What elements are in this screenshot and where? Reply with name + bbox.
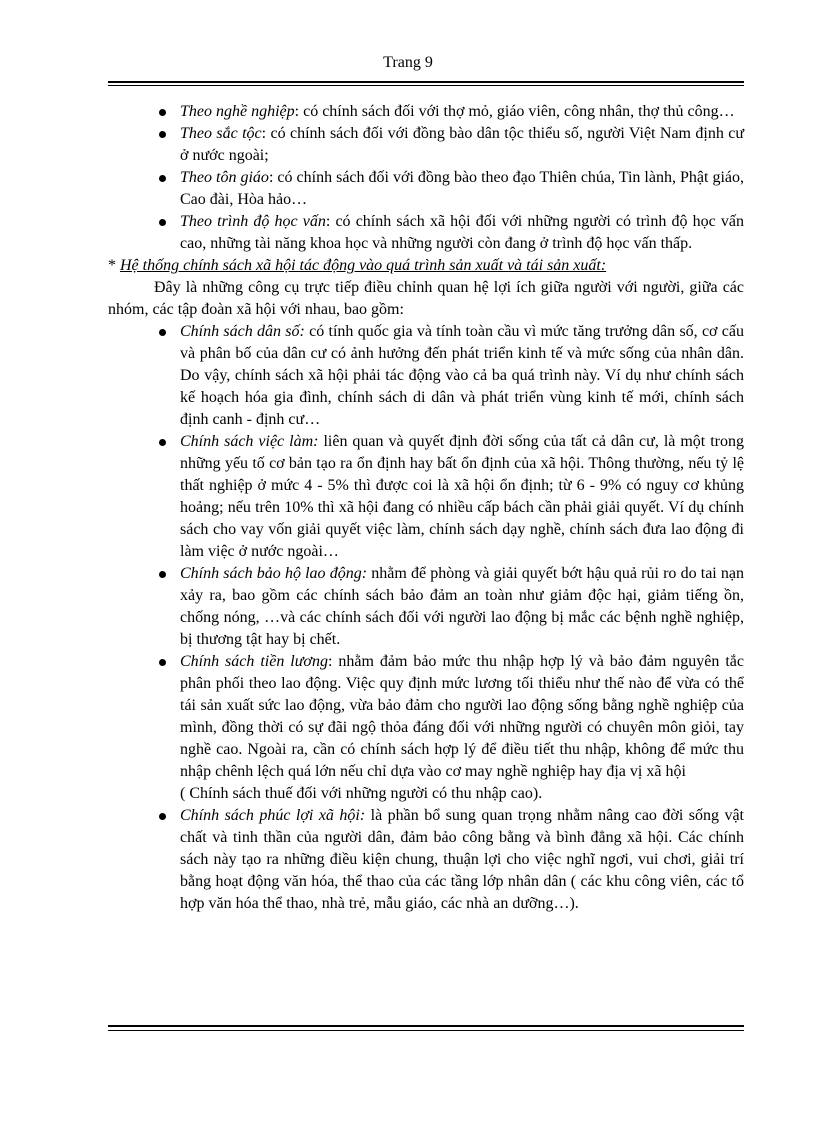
item-term: Chính sách phúc lợi xã hội: bbox=[180, 807, 366, 824]
list-item bbox=[108, 321, 744, 431]
item-text: : có chính sách xã hội đối với những người có trình độ học vấn cao, những tài năng khoa học và những người còn đang ở trình độ học vấn thấp. bbox=[180, 213, 744, 252]
page-body bbox=[108, 101, 744, 915]
item-term: Theo trình độ học vấn bbox=[180, 213, 326, 230]
header-rule-top bbox=[108, 81, 744, 83]
list-item bbox=[108, 563, 744, 651]
section-heading bbox=[108, 255, 744, 277]
item-text: có tính quốc gia và tính toàn cầu vì mức tăng trưởng dân số, cơ cấu và phân bố của dân cư có ảnh hưởng đến phát triển kinh tế và mức sống của nhân dân. Do vậy, chính sách xã hội phải tác động vào cả ba quá trình này. Ví dụ như chính sách kế hoạch hóa gia đình, chính sách di dân và phát triển vùng kinh tế mới, chính sách định canh - định cư… bbox=[180, 323, 745, 428]
policy-list-cont bbox=[108, 805, 744, 915]
section-prefix: * bbox=[108, 257, 120, 274]
item-text: : có chính sách đối với đồng bào theo đạo Thiên chúa, Tin lành, Phật giáo, Cao đài, Hòa hảo… bbox=[180, 169, 745, 208]
item-text: : có chính sách đối với thợ mỏ, giáo viên, công nhân, thợ thủ công… bbox=[294, 103, 735, 120]
bullet-dot bbox=[159, 329, 166, 336]
footer-rule-bottom bbox=[108, 1030, 744, 1031]
item-term: Theo sắc tộc bbox=[180, 125, 262, 142]
bullet-dot bbox=[159, 219, 166, 226]
list-item bbox=[108, 805, 744, 915]
list-item bbox=[108, 101, 744, 123]
bullet-dot bbox=[159, 571, 166, 578]
item-term: Chính sách bảo hộ lao động: bbox=[180, 565, 368, 582]
list-item bbox=[108, 167, 744, 211]
item-term: Chính sách dân số: bbox=[180, 323, 305, 340]
page-number: Trang 9 bbox=[383, 54, 433, 71]
bullet-dot bbox=[159, 439, 166, 446]
item-text: là phần bổ sung quan trọng nhằm nâng cao đời sống vật chất và tinh thần của người dân, đảm bảo công bằng và bình đẳng xã hội. Các chính sách này tạo ra những điều kiện chung, thuận lợi cho việc nghĩ ngơi, vui chơi, giải trí bằng hoạt động văn hóa, thể thao của các tầng lớp nhân dân ( các khu công viên, các tổ hợp văn hóa thể thao, nhà trẻ, mẫu giáo, các nhà an dưỡng…). bbox=[180, 807, 745, 912]
item-term: Chính sách việc làm: bbox=[180, 433, 319, 450]
item-text: : có chính sách đối với đồng bào dân tộc thiểu số, người Việt Nam định cư ở nước ngoài; bbox=[180, 125, 745, 164]
bullet-dot bbox=[159, 659, 166, 666]
bullet-dot bbox=[159, 109, 166, 116]
item-text: liên quan và quyết định đời sống của tất cả dân cư, là một trong những yếu tố cơ bản tạo ra ổn định hay bất ổn định của xã hội. Thông thường, nếu tỷ lệ thất nghiệp ở mức 4 - 5% thì được coi là xã hội ổn định; từ 6 - 9% có nguy cơ khủng hoảng; nếu trên 10% thì xã hội đang có nhiều cấp bách cần phải giải quyết. Ví dụ chính sách cho vay vốn giải quyết việc làm, chính sách dạy nghề, chính sách đưa lao động đi làm việc ở nước ngoài… bbox=[180, 433, 744, 560]
wage-policy-note: ( Chính sách thuế đối với những người có thu nhập cao). bbox=[180, 785, 543, 802]
item-term: Theo tôn giáo bbox=[180, 169, 269, 186]
population-group-list bbox=[108, 101, 744, 255]
list-item bbox=[108, 211, 744, 255]
header-rule-bottom bbox=[108, 85, 744, 86]
list-item bbox=[108, 651, 744, 783]
item-term: Chính sách tiền lương bbox=[180, 653, 328, 670]
section-intro: Đây là những công cụ trực tiếp điều chỉnh quan hệ lợi ích giữa người với người, giữa các nhóm, các tập đoàn xã hội với nhau, bao gồm: bbox=[108, 279, 744, 318]
item-term: Theo nghề nghiệp bbox=[180, 103, 295, 120]
section-title: Hệ thống chính sách xã hội tác động vào quá trình sản xuất và tái sản xuất: bbox=[120, 257, 607, 274]
page-header bbox=[0, 54, 816, 72]
list-item bbox=[108, 123, 744, 167]
list-item bbox=[108, 431, 744, 563]
footer-rule-top bbox=[108, 1025, 744, 1027]
bullet-dot bbox=[159, 813, 166, 820]
item-text: nhằm để phòng và giải quyết bớt hậu quả rủi ro do tai nạn xảy ra, bao gồm các chính sách bảo đảm an toàn như giảm độc hại, giảm tiếng ồn, chống nóng, …và các chính sách đối với người lao động bị mắc các bệnh nghề nghiệp, bị thương tật hay bị chết. bbox=[180, 565, 745, 648]
policy-list bbox=[108, 321, 744, 783]
bullet-dot bbox=[159, 175, 166, 182]
bullet-dot bbox=[159, 131, 166, 138]
item-text: : nhằm đảm bảo mức thu nhập hợp lý và bảo đảm nguyên tắc phân phối theo lao động. Việc quy định mức lương tối thiểu như thế nào để vừa có thể tái sản xuất sức lao động, vừa bảo đảm cho người lao động sống bằng nghề nghiệp của mình, đồng thời có sự đãi ngộ thỏa đáng đối với những người có chuyên môn giỏi, tay nghề cao. Ngoài ra, cần có chính sách hợp lý để điều tiết thu nhập, không để mức thu nhập chênh lệch quá lớn nếu chỉ dựa vào cơ may nghề nghiệp hay địa vị xã hội bbox=[180, 653, 744, 780]
